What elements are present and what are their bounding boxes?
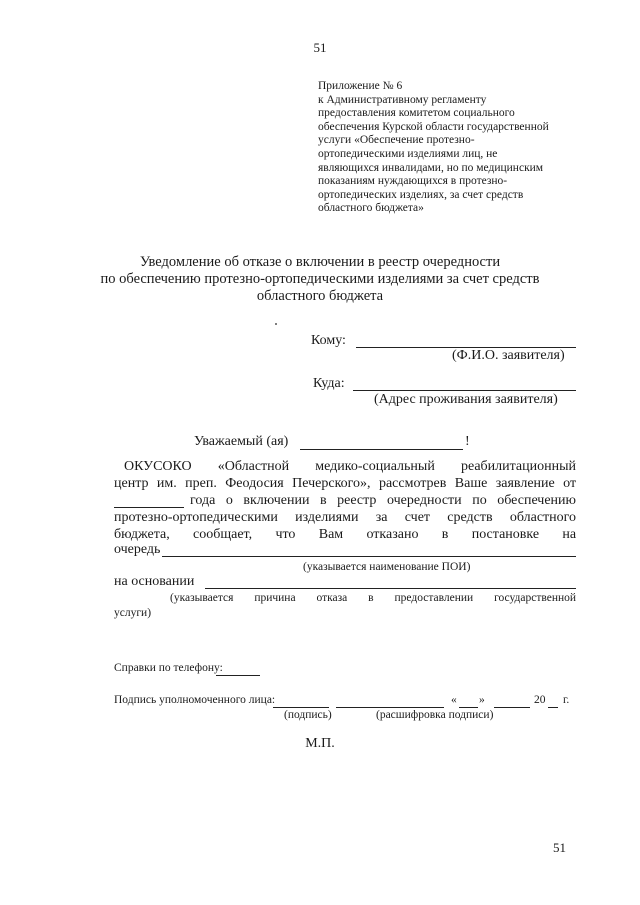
body-word: Ваше bbox=[454, 476, 488, 491]
body-word: изделиями bbox=[295, 510, 359, 525]
queue-field[interactable] bbox=[162, 556, 576, 557]
body-word: в bbox=[319, 493, 327, 508]
queue-caption: (указывается наименование ПОИ) bbox=[303, 561, 471, 573]
title-line: Уведомление об отказе о включении в реестр очередности bbox=[139, 254, 501, 270]
address-label: Куда: bbox=[313, 376, 345, 391]
stamp-place: М.П. bbox=[305, 736, 335, 751]
body-word: очередности bbox=[386, 493, 462, 508]
appendix-line: являющихся инвалидами, но по медицинским bbox=[318, 161, 544, 174]
body-word: реестр bbox=[337, 493, 377, 508]
body-word: года bbox=[190, 493, 216, 508]
greeting-name-field[interactable] bbox=[300, 449, 463, 450]
signature-label: Подпись уполномоченного лица: bbox=[114, 694, 276, 706]
body-word: включении bbox=[243, 493, 310, 508]
date-year-field[interactable] bbox=[548, 707, 558, 708]
basis-caption-word: предоставлении bbox=[394, 592, 474, 604]
decode-caption: (расшифровка подписи) bbox=[376, 709, 494, 721]
phone-label: Справки по телефону: bbox=[114, 662, 223, 674]
appendix-line: показаниям нуждающихся в протезно- bbox=[318, 175, 508, 188]
signature-field[interactable] bbox=[273, 707, 329, 708]
appendix-line: ортопедических изделиях, за счет средств bbox=[318, 188, 524, 201]
appendix-line: к Административному регламенту bbox=[318, 93, 487, 106]
body-word: средств bbox=[447, 510, 493, 525]
basis-caption-word: причина bbox=[254, 592, 296, 604]
body-word: по bbox=[472, 493, 487, 508]
body-word: от bbox=[563, 476, 577, 491]
body-word: ОКУСОКО bbox=[124, 459, 192, 474]
appendix-line: предоставления комитетом социального bbox=[318, 107, 515, 120]
body-word: на bbox=[562, 527, 577, 542]
appendix-note bbox=[318, 80, 549, 216]
date-quote-close: » bbox=[479, 694, 485, 706]
date-day-field[interactable] bbox=[459, 707, 478, 708]
appendix-line: обеспечения Курской области государственной bbox=[318, 120, 549, 133]
body-word: за bbox=[375, 510, 388, 525]
body-line-2 bbox=[114, 476, 576, 492]
to-label: Кому: bbox=[311, 333, 346, 348]
basis-caption-word: отказа bbox=[316, 592, 348, 604]
greeting-end: ! bbox=[465, 434, 470, 449]
basis-caption bbox=[170, 592, 576, 604]
body-word: Вам bbox=[318, 527, 344, 542]
basis-caption-tail: услуги) bbox=[114, 607, 152, 619]
address-caption: (Адрес проживания заявителя) bbox=[374, 392, 558, 407]
scan-speck bbox=[275, 323, 277, 325]
body-word: «Областной bbox=[217, 459, 290, 474]
page-number-bottom: 51 bbox=[553, 840, 566, 855]
address-field[interactable] bbox=[353, 390, 576, 391]
body-line-4 bbox=[114, 510, 576, 526]
date-year-prefix: 20 bbox=[534, 694, 546, 706]
body-word: Феодосия bbox=[225, 476, 284, 491]
body-word: сообщает, bbox=[193, 527, 253, 542]
date-month-field[interactable] bbox=[494, 707, 530, 708]
basis-caption-word: в bbox=[368, 592, 374, 604]
greeting-label: Уважаемый (ая) bbox=[194, 434, 289, 449]
body-word: рассмотрев bbox=[378, 476, 447, 491]
body-word: бюджета, bbox=[114, 527, 170, 542]
body-word: медико-социальный bbox=[315, 459, 435, 474]
body-word: обеспечению bbox=[497, 493, 577, 508]
body-word: реабилитационный bbox=[460, 459, 576, 474]
body-word: областного bbox=[509, 510, 577, 525]
appendix-line: областного бюджета» bbox=[318, 202, 424, 215]
phone-field[interactable] bbox=[216, 675, 260, 676]
date-year-suffix: г. bbox=[563, 694, 570, 706]
basis-label: на основании bbox=[114, 574, 195, 589]
body-line-3 bbox=[190, 493, 576, 509]
body-word: отказано bbox=[366, 527, 419, 542]
date-quote-open: « bbox=[451, 694, 457, 706]
body-line-5 bbox=[114, 527, 576, 543]
queue-label: очередь bbox=[114, 542, 161, 557]
title-line: по обеспечению протезно-ортопедическими изделиями за счет средств bbox=[100, 271, 540, 287]
body-word: что bbox=[275, 527, 296, 542]
body-word: постановке bbox=[471, 527, 540, 542]
to-caption: (Ф.И.О. заявителя) bbox=[452, 348, 565, 363]
appendix-line: Приложение № 6 bbox=[318, 80, 403, 92]
body-word: центр bbox=[114, 476, 149, 491]
body-word: Печерского», bbox=[292, 476, 371, 491]
body-word: преп. bbox=[185, 476, 217, 491]
appendix-line: ортопедическими изделиями лиц, не bbox=[318, 147, 498, 160]
body-line-1 bbox=[124, 459, 576, 475]
basis-caption-word: (указывается bbox=[170, 592, 234, 604]
signature-decode-field[interactable] bbox=[336, 707, 444, 708]
body-word: счет bbox=[404, 510, 431, 525]
basis-caption-word: государственной bbox=[494, 592, 577, 604]
appendix-line: услуги «Обеспечение протезно- bbox=[318, 134, 475, 147]
document-title bbox=[0, 254, 640, 305]
application-date-field[interactable] bbox=[114, 507, 184, 508]
body-word: им. bbox=[156, 476, 177, 491]
basis-field[interactable] bbox=[205, 588, 576, 589]
body-word: в bbox=[441, 527, 449, 542]
body-word: протезно-ортопедическими bbox=[114, 510, 278, 525]
body-word: о bbox=[225, 493, 233, 508]
title-line: областного бюджета bbox=[256, 288, 384, 304]
body-word: заявление bbox=[495, 476, 555, 491]
sign-caption: (подпись) bbox=[284, 709, 332, 721]
page-number-top: 51 bbox=[313, 40, 327, 55]
